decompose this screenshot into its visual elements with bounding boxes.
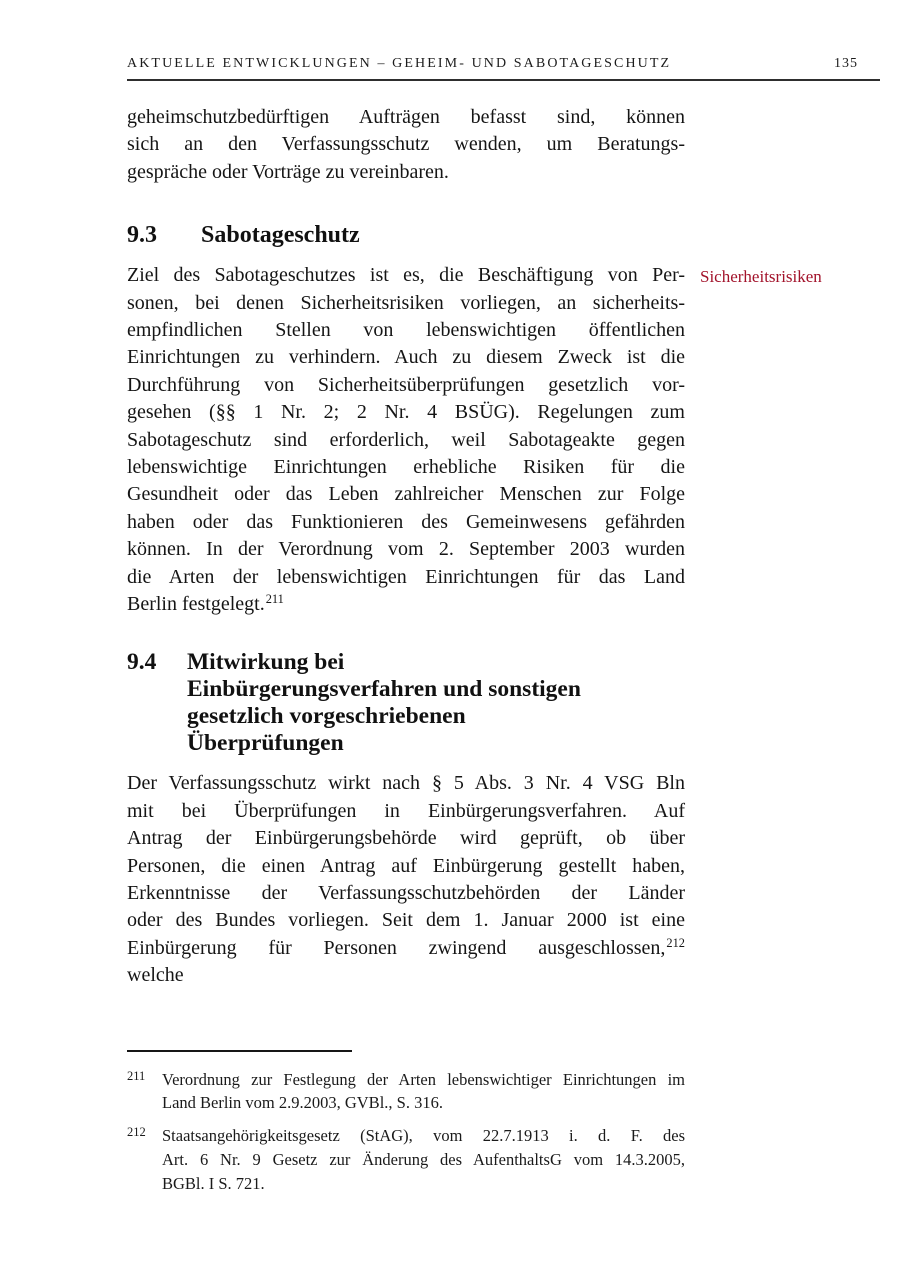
- text-line: lebenswichtige Einrichtungen erhebliche Risiken für die: [127, 456, 685, 479]
- text-line: Antrag der Einbürgerungsbehörde wird geprüft, ob über: [127, 827, 685, 850]
- text-line: Sabotageschutz: [201, 222, 360, 249]
- text-line: Einrichtungen zu verhindern. Auch zu diesem Zweck ist die: [127, 346, 685, 369]
- text-line: Der Verfassungsschutz wirkt nach § 5 Abs. 3 Nr. 4 VSG Bln: [127, 772, 685, 795]
- text-line: Überprüfungen: [187, 730, 344, 757]
- text-line: Verordnung zur Festlegung der Arten lebenswichtiger Einrichtungen im: [162, 1069, 685, 1089]
- text-line: Sabotageschutz sind erforderlich, weil Sabotageakte gegen: [127, 428, 685, 451]
- paragraph-intro: [127, 104, 685, 186]
- text-line: Erkenntnisse der Verfassungsschutzbehörden der Länder: [127, 881, 685, 904]
- text-line: Durchführung von Sicherheitsüberprüfungen gesetzlich vor-: [127, 373, 685, 396]
- text-line: können. In der Verordnung vom 2. September 2003 wurden: [127, 538, 685, 561]
- text-line: Berlin festgelegt.$^{211}$: [127, 592, 284, 616]
- text-line: Art. 6 Nr. 9 Gesetz zur Änderung des AufenthaltsG vom 14.3.2005,: [162, 1149, 685, 1169]
- text-line: geheimschutzbedürftigen Aufträgen befasst sind, können: [127, 106, 685, 128]
- text-line: gespräche oder Vorträge zu vereinbaren.: [127, 160, 449, 183]
- text-line: empfindlichen Stellen von lebenswichtigen öffentlichen: [127, 319, 685, 342]
- footnote-211: [127, 1068, 685, 1116]
- paragraph-sabotageschutz: [127, 262, 685, 618]
- footnote-separator: [127, 1050, 352, 1052]
- text-line: Staatsangehörigkeitsgesetz (StAG), vom 22.7.1913 i. d. F. des: [162, 1126, 685, 1146]
- section-heading-9-3: [127, 220, 685, 250]
- footnote-reference: 211: [265, 592, 284, 607]
- section-heading-9-4: [127, 649, 685, 758]
- section-number: 9.4: [127, 648, 157, 675]
- text-line: gesetzlich vorgeschriebenen: [187, 702, 466, 729]
- footnotes: [127, 1050, 685, 1196]
- paragraph-mitwirkung: [127, 770, 685, 989]
- text-line: Gesundheit oder das Leben zahlreicher Menschen zur Folge: [127, 483, 685, 506]
- footnote-212: [127, 1124, 685, 1195]
- text-line: sonen, bei denen Sicherheitsrisiken vorliegen, an sicherheits-: [127, 291, 685, 314]
- text-line: Land Berlin vom 2.9.2003, GVBl., S. 316.: [162, 1093, 443, 1113]
- footnote-text: [162, 1068, 685, 1116]
- footnote-number: 212: [127, 1125, 146, 1140]
- running-header-title: AKTUELLE ENTWICKLUNGEN – GEHEIM- UND SABOTAGESCHUTZ: [127, 56, 672, 71]
- text-line: Personen, die einen Antrag auf Einbürgerung gestellt haben,: [127, 854, 685, 877]
- margin-note: Sicherheitsrisiken: [700, 267, 822, 286]
- footnote-text: [162, 1124, 685, 1195]
- section-title: [187, 649, 581, 758]
- text-column: [127, 0, 685, 1196]
- text-line: Mitwirkung bei: [187, 648, 345, 675]
- text-line: BGBl. I S. 721.: [162, 1173, 265, 1193]
- text-line: Einbürgerung für Personen zwingend ausgeschlossen,$^{212}$: [127, 935, 685, 959]
- text-line: Einbürgerungsverfahren und sonstigen: [187, 675, 581, 702]
- footnote-number: 211: [127, 1068, 146, 1083]
- text-line: mit bei Überprüfungen in Einbürgerungsverfahren. Auf: [127, 799, 685, 822]
- text-line: sich an den Verfassungsschutz wenden, um Beratungs-: [127, 133, 685, 156]
- page-number: 135: [834, 56, 858, 71]
- text-line: oder des Bundes vorliegen. Seit dem 1. Januar 2000 ist eine: [127, 909, 685, 932]
- text-line: die Arten der lebenswichtigen Einrichtungen für das Land: [127, 565, 685, 588]
- text-line: welche: [127, 964, 184, 987]
- text-line: gesehen (§§ 1 Nr. 2; 2 Nr. 4 BSÜG). Regelungen zum: [127, 401, 685, 424]
- section-number: 9.3: [127, 222, 157, 249]
- section-title: [201, 220, 360, 250]
- text-line: haben oder das Funktionieren des Gemeinwesens gefährden: [127, 510, 685, 533]
- text-line: Ziel des Sabotageschutzes ist es, die Beschäftigung von Per-: [127, 264, 685, 287]
- footnote-reference: 212: [666, 935, 685, 950]
